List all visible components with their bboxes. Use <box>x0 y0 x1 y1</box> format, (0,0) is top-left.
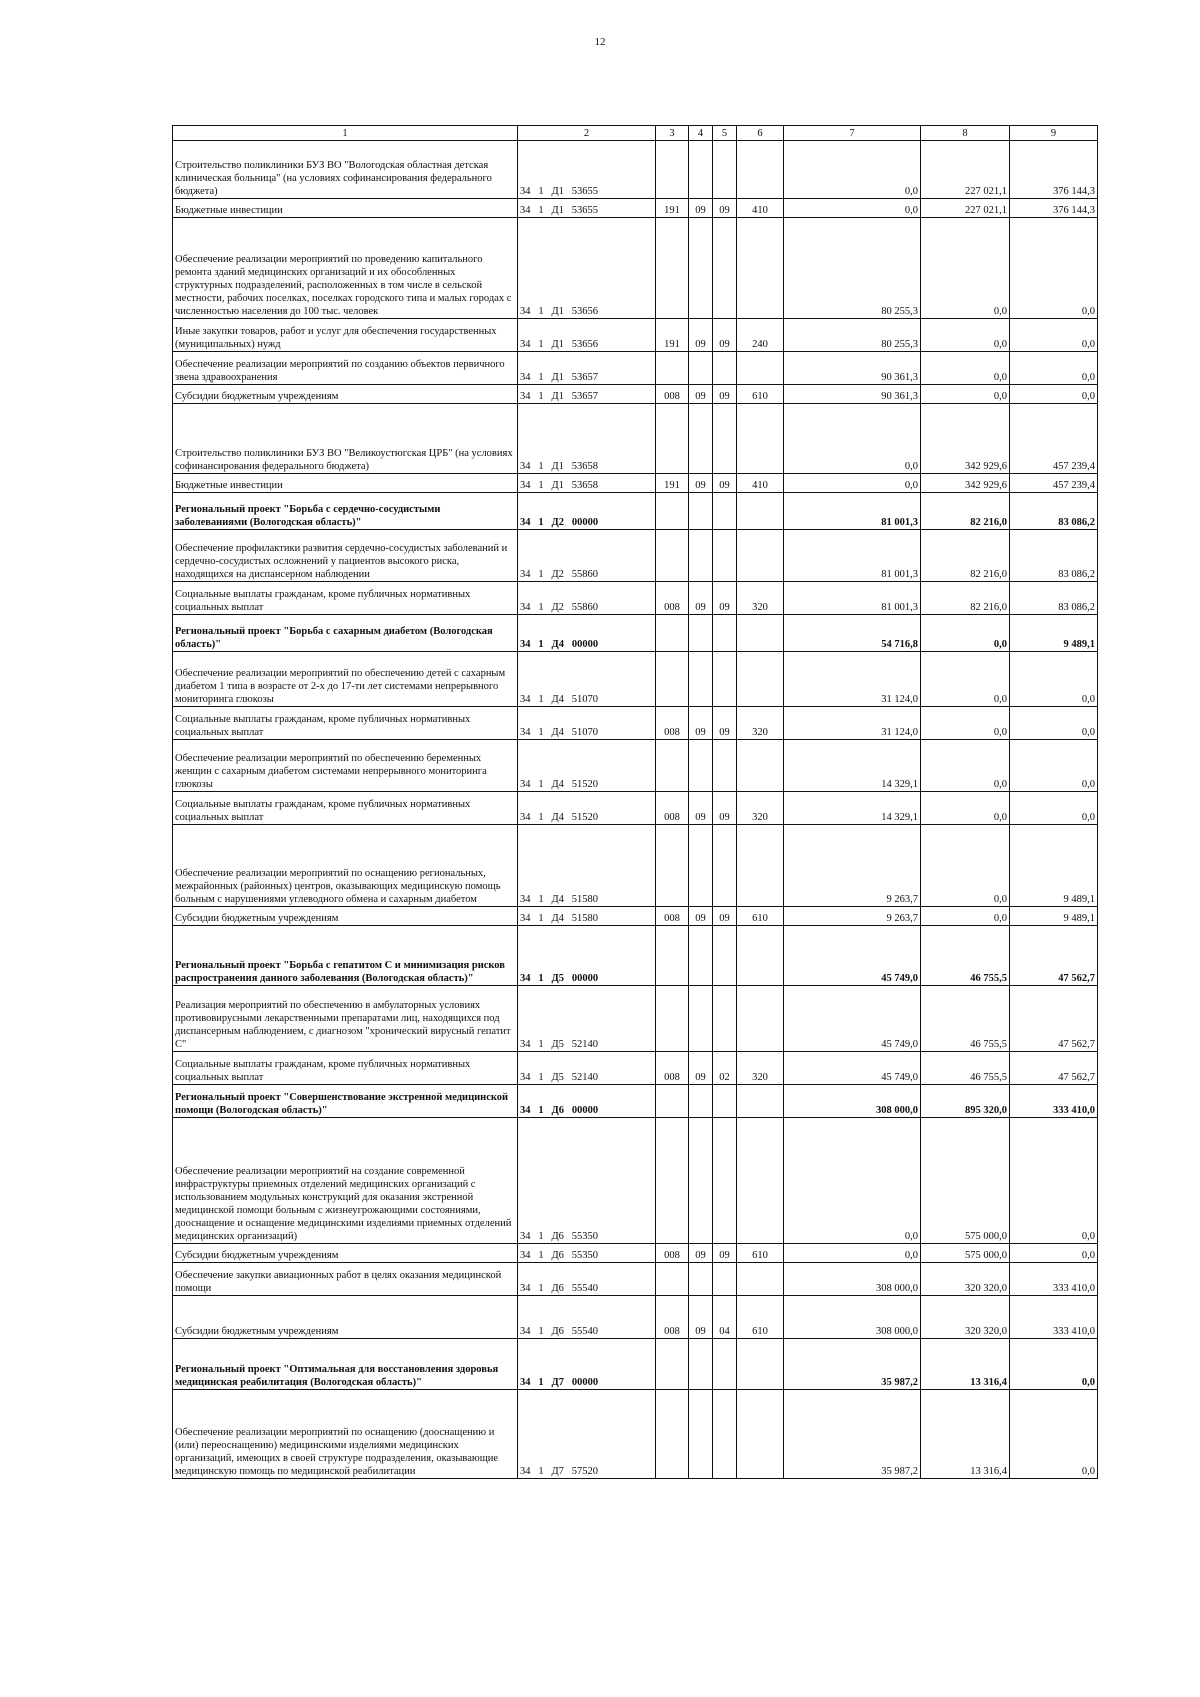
table-row <box>173 199 1098 218</box>
row-col5 <box>713 218 737 319</box>
row-col6 <box>737 986 784 1052</box>
row-col8-amount: 0,0 <box>921 907 1010 926</box>
budget-table <box>172 125 1098 1479</box>
row-col5 <box>713 615 737 652</box>
row-description: Обеспечение закупки авиационных работ в целях оказания медицинской помощи <box>173 1263 518 1296</box>
row-col6 <box>737 1118 784 1244</box>
row-col6 <box>737 825 784 907</box>
row-col8-amount: 82 216,0 <box>921 582 1010 615</box>
row-code: 34 1 Д6 55350 <box>518 1244 656 1263</box>
row-col6: 320 <box>737 707 784 740</box>
row-col7-amount: 45 749,0 <box>784 926 921 986</box>
row-col4: 09 <box>689 319 713 352</box>
row-col3: 008 <box>656 582 689 615</box>
row-col7-amount: 90 361,3 <box>784 385 921 404</box>
row-col3: 191 <box>656 474 689 493</box>
row-col5 <box>713 652 737 707</box>
row-description: Обеспечение реализации мероприятий на создание современной инфраструктуры приемных отделений медицинских организаций с использованием модульных конструкций для оказания экстренной медицинской помощи больным с жизнеугрожающими состояниями, дооснащение и оснащение медицинскими изделиями приемных отделений медицинских организаций) <box>173 1118 518 1244</box>
row-col7-amount: 35 987,2 <box>784 1390 921 1479</box>
row-col6 <box>737 1263 784 1296</box>
row-col4 <box>689 1118 713 1244</box>
row-col8-amount: 575 000,0 <box>921 1118 1010 1244</box>
row-col4 <box>689 352 713 385</box>
row-col9-amount: 376 144,3 <box>1010 199 1098 218</box>
row-code: 34 1 Д1 53658 <box>518 404 656 474</box>
row-description: Реализация мероприятий по обеспечению в амбулаторных условиях противовирусными лекарственными препаратами лиц, находящихся под диспансерным наблюдением, с диагнозом "хронический вирусный гепатит С" <box>173 986 518 1052</box>
row-col5: 09 <box>713 792 737 825</box>
row-col9-amount: 457 239,4 <box>1010 404 1098 474</box>
row-col5 <box>713 825 737 907</box>
row-col4 <box>689 404 713 474</box>
row-col6 <box>737 740 784 792</box>
row-col5 <box>713 141 737 199</box>
page-number: 12 <box>594 36 606 48</box>
row-col8-amount: 46 755,5 <box>921 1052 1010 1085</box>
row-description: Строительство поликлиники БУЗ ВО "Вологодская областная детская клиническая больница" (на условиях софинансирования федерального бюджета) <box>173 141 518 199</box>
row-col5 <box>713 1263 737 1296</box>
row-col7-amount: 14 329,1 <box>784 792 921 825</box>
row-col8-amount: 0,0 <box>921 218 1010 319</box>
row-col9-amount: 0,0 <box>1010 218 1098 319</box>
row-col5 <box>713 1339 737 1390</box>
table-row <box>173 474 1098 493</box>
row-col3 <box>656 825 689 907</box>
row-col3 <box>656 615 689 652</box>
row-col5: 09 <box>713 319 737 352</box>
row-col4 <box>689 740 713 792</box>
row-col9-amount: 0,0 <box>1010 707 1098 740</box>
row-col4: 09 <box>689 1296 713 1339</box>
row-col9-amount: 0,0 <box>1010 352 1098 385</box>
row-col6 <box>737 926 784 986</box>
row-col7-amount: 0,0 <box>784 199 921 218</box>
row-col6: 320 <box>737 582 784 615</box>
row-code: 34 1 Д4 51520 <box>518 740 656 792</box>
row-description: Бюджетные инвестиции <box>173 199 518 218</box>
row-col5: 04 <box>713 1296 737 1339</box>
row-col8-amount: 342 929,6 <box>921 404 1010 474</box>
row-col3 <box>656 1390 689 1479</box>
row-col3 <box>656 493 689 530</box>
row-col9-amount: 9 489,1 <box>1010 615 1098 652</box>
row-code: 34 1 Д6 55350 <box>518 1118 656 1244</box>
row-code: 34 1 Д4 51520 <box>518 792 656 825</box>
row-description: Обеспечение реализации мероприятий по обеспечению детей с сахарным диабетом 1 типа в возрасте от 2-х до 17-ти лет системами непрерывного мониторинга глюкозы <box>173 652 518 707</box>
row-col7-amount: 14 329,1 <box>784 740 921 792</box>
row-col8-amount: 13 316,4 <box>921 1339 1010 1390</box>
row-code: 34 1 Д4 51580 <box>518 907 656 926</box>
row-col6: 410 <box>737 474 784 493</box>
row-col7-amount: 0,0 <box>784 474 921 493</box>
table-body <box>173 141 1098 1479</box>
row-col5 <box>713 352 737 385</box>
row-col6 <box>737 493 784 530</box>
row-col7-amount: 308 000,0 <box>784 1263 921 1296</box>
row-code: 34 1 Д6 55540 <box>518 1296 656 1339</box>
row-code: 34 1 Д1 53656 <box>518 319 656 352</box>
row-col9-amount: 47 562,7 <box>1010 926 1098 986</box>
row-col6: 320 <box>737 1052 784 1085</box>
row-col7-amount: 31 124,0 <box>784 652 921 707</box>
row-description: Обеспечение профилактики развития сердечно-сосудистых заболеваний и сердечно-сосудистых осложнений у пациентов высокого риска, находящихся на диспансерном наблюдении <box>173 530 518 582</box>
row-col4: 09 <box>689 1052 713 1085</box>
row-col5: 09 <box>713 385 737 404</box>
row-col6 <box>737 141 784 199</box>
row-col4 <box>689 825 713 907</box>
row-col9-amount: 333 410,0 <box>1010 1085 1098 1118</box>
row-col3 <box>656 652 689 707</box>
row-col7-amount: 0,0 <box>784 141 921 199</box>
row-col4 <box>689 1085 713 1118</box>
row-col4: 09 <box>689 907 713 926</box>
row-description: Социальные выплаты гражданам, кроме публичных нормативных социальных выплат <box>173 792 518 825</box>
row-col4: 09 <box>689 707 713 740</box>
row-col6 <box>737 404 784 474</box>
row-col5: 09 <box>713 1244 737 1263</box>
row-col7-amount: 80 255,3 <box>784 319 921 352</box>
row-col8-amount: 227 021,1 <box>921 141 1010 199</box>
table-row <box>173 582 1098 615</box>
row-col6: 610 <box>737 907 784 926</box>
row-description: Иные закупки товаров, работ и услуг для обеспечения государственных (муниципальных) нужд <box>173 319 518 352</box>
row-col8-amount: 227 021,1 <box>921 199 1010 218</box>
row-col3 <box>656 1118 689 1244</box>
row-col9-amount: 0,0 <box>1010 1339 1098 1390</box>
table-row <box>173 493 1098 530</box>
row-col3: 008 <box>656 792 689 825</box>
table-row <box>173 1085 1098 1118</box>
row-col8-amount: 13 316,4 <box>921 1390 1010 1479</box>
row-col4 <box>689 530 713 582</box>
row-code: 34 1 Д4 51070 <box>518 707 656 740</box>
row-code: 34 1 Д1 53656 <box>518 218 656 319</box>
row-col3 <box>656 986 689 1052</box>
table-row <box>173 385 1098 404</box>
row-col7-amount: 0,0 <box>784 1244 921 1263</box>
row-col7-amount: 308 000,0 <box>784 1296 921 1339</box>
row-col7-amount: 54 716,8 <box>784 615 921 652</box>
row-col8-amount: 342 929,6 <box>921 474 1010 493</box>
row-col8-amount: 46 755,5 <box>921 926 1010 986</box>
table-row <box>173 825 1098 907</box>
row-description: Региональный проект "Борьба с сахарным диабетом (Вологодская область)" <box>173 615 518 652</box>
row-col9-amount: 9 489,1 <box>1010 825 1098 907</box>
row-col4 <box>689 141 713 199</box>
row-col5: 02 <box>713 1052 737 1085</box>
table-row <box>173 986 1098 1052</box>
row-col5 <box>713 493 737 530</box>
row-code: 34 1 Д1 53658 <box>518 474 656 493</box>
row-col8-amount: 82 216,0 <box>921 493 1010 530</box>
row-col3 <box>656 926 689 986</box>
row-col4 <box>689 493 713 530</box>
row-col5: 09 <box>713 907 737 926</box>
row-col8-amount: 0,0 <box>921 707 1010 740</box>
row-code: 34 1 Д7 57520 <box>518 1390 656 1479</box>
row-code: 34 1 Д5 52140 <box>518 986 656 1052</box>
table-row <box>173 1052 1098 1085</box>
row-col4: 09 <box>689 1244 713 1263</box>
row-col8-amount: 46 755,5 <box>921 986 1010 1052</box>
row-col6: 410 <box>737 199 784 218</box>
row-col7-amount: 80 255,3 <box>784 218 921 319</box>
row-col9-amount: 376 144,3 <box>1010 141 1098 199</box>
row-description: Региональный проект "Борьба с сердечно-сосудистыми заболеваниями (Вологодская область)" <box>173 493 518 530</box>
table-row <box>173 926 1098 986</box>
header-cell: 7 <box>784 126 921 141</box>
row-col8-amount: 575 000,0 <box>921 1244 1010 1263</box>
row-code: 34 1 Д4 00000 <box>518 615 656 652</box>
row-col7-amount: 81 001,3 <box>784 582 921 615</box>
row-code: 34 1 Д2 00000 <box>518 493 656 530</box>
row-code: 34 1 Д6 55540 <box>518 1263 656 1296</box>
row-code: 34 1 Д1 53655 <box>518 199 656 218</box>
row-col9-amount: 47 562,7 <box>1010 1052 1098 1085</box>
row-col8-amount: 895 320,0 <box>921 1085 1010 1118</box>
row-code: 34 1 Д5 52140 <box>518 1052 656 1085</box>
row-col3 <box>656 352 689 385</box>
table-row <box>173 792 1098 825</box>
row-description: Субсидии бюджетным учреждениям <box>173 385 518 404</box>
row-code: 34 1 Д1 53657 <box>518 352 656 385</box>
row-code: 34 1 Д1 53655 <box>518 141 656 199</box>
table-row <box>173 1263 1098 1296</box>
row-col4 <box>689 1263 713 1296</box>
row-col4: 09 <box>689 582 713 615</box>
row-col7-amount: 0,0 <box>784 404 921 474</box>
row-col6 <box>737 615 784 652</box>
table-row <box>173 1118 1098 1244</box>
table-row <box>173 404 1098 474</box>
row-col7-amount: 81 001,3 <box>784 493 921 530</box>
row-col3 <box>656 740 689 792</box>
row-col6: 610 <box>737 1244 784 1263</box>
row-col3: 191 <box>656 199 689 218</box>
row-code: 34 1 Д4 51580 <box>518 825 656 907</box>
row-col5: 09 <box>713 199 737 218</box>
row-col6 <box>737 652 784 707</box>
row-col5 <box>713 740 737 792</box>
table-row <box>173 652 1098 707</box>
row-col8-amount: 320 320,0 <box>921 1263 1010 1296</box>
row-description: Социальные выплаты гражданам, кроме публичных нормативных социальных выплат <box>173 582 518 615</box>
row-col8-amount: 0,0 <box>921 319 1010 352</box>
row-col9-amount: 333 410,0 <box>1010 1296 1098 1339</box>
row-col9-amount: 9 489,1 <box>1010 907 1098 926</box>
row-code: 34 1 Д1 53657 <box>518 385 656 404</box>
row-col6 <box>737 1085 784 1118</box>
row-col3 <box>656 218 689 319</box>
row-col3: 191 <box>656 319 689 352</box>
table-row <box>173 352 1098 385</box>
row-col5 <box>713 530 737 582</box>
row-description: Социальные выплаты гражданам, кроме публичных нормативных социальных выплат <box>173 1052 518 1085</box>
row-col9-amount: 47 562,7 <box>1010 986 1098 1052</box>
row-col9-amount: 0,0 <box>1010 792 1098 825</box>
row-col4 <box>689 986 713 1052</box>
row-col3: 008 <box>656 707 689 740</box>
row-description: Социальные выплаты гражданам, кроме публичных нормативных социальных выплат <box>173 707 518 740</box>
row-col9-amount: 0,0 <box>1010 652 1098 707</box>
row-description: Обеспечение реализации мероприятий по обеспечению беременных женщин с сахарным диабетом системами непрерывного мониторинга глюкозы <box>173 740 518 792</box>
row-col6 <box>737 530 784 582</box>
row-col3 <box>656 1085 689 1118</box>
row-col6: 320 <box>737 792 784 825</box>
row-description: Региональный проект "Оптимальная для восстановления здоровья медицинская реабилитация (Вологодская область)" <box>173 1339 518 1390</box>
row-code: 34 1 Д2 55860 <box>518 582 656 615</box>
row-col9-amount: 0,0 <box>1010 385 1098 404</box>
header-cell: 9 <box>1010 126 1098 141</box>
row-col6 <box>737 1390 784 1479</box>
header-cell: 3 <box>656 126 689 141</box>
row-description: Субсидии бюджетным учреждениям <box>173 907 518 926</box>
row-col6: 610 <box>737 385 784 404</box>
row-col4: 09 <box>689 385 713 404</box>
row-col5 <box>713 926 737 986</box>
row-col3: 008 <box>656 1244 689 1263</box>
header-cell: 1 <box>173 126 518 141</box>
table-row <box>173 319 1098 352</box>
table-row <box>173 740 1098 792</box>
row-col7-amount: 31 124,0 <box>784 707 921 740</box>
row-col9-amount: 83 086,2 <box>1010 493 1098 530</box>
row-col8-amount: 0,0 <box>921 615 1010 652</box>
row-col5 <box>713 404 737 474</box>
row-col8-amount: 320 320,0 <box>921 1296 1010 1339</box>
row-col8-amount: 0,0 <box>921 385 1010 404</box>
header-row <box>173 126 1098 141</box>
row-description: Субсидии бюджетным учреждениям <box>173 1244 518 1263</box>
row-col9-amount: 333 410,0 <box>1010 1263 1098 1296</box>
table-row <box>173 907 1098 926</box>
row-description: Обеспечение реализации мероприятий по проведению капитального ремонта зданий медицинских организаций и их обособленных структурных подразделений, расположенных в том числе в сельской местности, рабочих поселках, поселках городского типа и малых городах с численностью населения до 100 тыс. человек <box>173 218 518 319</box>
header-cell: 8 <box>921 126 1010 141</box>
table-row <box>173 1296 1098 1339</box>
table-row <box>173 530 1098 582</box>
row-col8-amount: 0,0 <box>921 740 1010 792</box>
row-col5 <box>713 986 737 1052</box>
row-description: Обеспечение реализации мероприятий по оснащению (дооснащению и (или) переоснащению) медицинскими изделиями медицинских организаций, имеющих в своей структуре подразделения, оказывающие медицинскую помощь по медицинской реабилитации <box>173 1390 518 1479</box>
row-description: Субсидии бюджетным учреждениям <box>173 1296 518 1339</box>
row-col6: 240 <box>737 319 784 352</box>
table-row <box>173 1390 1098 1479</box>
header-cell: 6 <box>737 126 784 141</box>
row-description: Региональный проект "Совершенствование экстренной медицинской помощи (Вологодская область)" <box>173 1085 518 1118</box>
header-cell: 5 <box>713 126 737 141</box>
row-col8-amount: 0,0 <box>921 792 1010 825</box>
row-col3: 008 <box>656 385 689 404</box>
row-col5: 09 <box>713 707 737 740</box>
row-col4 <box>689 1339 713 1390</box>
table-row <box>173 218 1098 319</box>
row-col9-amount: 83 086,2 <box>1010 530 1098 582</box>
row-description: Обеспечение реализации мероприятий по созданию объектов первичного звена здравоохранения <box>173 352 518 385</box>
row-col6 <box>737 218 784 319</box>
row-col7-amount: 81 001,3 <box>784 530 921 582</box>
row-col3 <box>656 404 689 474</box>
table-row <box>173 707 1098 740</box>
row-col7-amount: 9 263,7 <box>784 825 921 907</box>
row-col5 <box>713 1118 737 1244</box>
row-code: 34 1 Д5 00000 <box>518 926 656 986</box>
row-col9-amount: 0,0 <box>1010 1118 1098 1244</box>
row-col7-amount: 90 361,3 <box>784 352 921 385</box>
row-col8-amount: 82 216,0 <box>921 530 1010 582</box>
row-description: Бюджетные инвестиции <box>173 474 518 493</box>
row-col4: 09 <box>689 474 713 493</box>
row-col4 <box>689 926 713 986</box>
row-col3 <box>656 530 689 582</box>
row-col3: 008 <box>656 907 689 926</box>
row-col5: 09 <box>713 474 737 493</box>
row-col8-amount: 0,0 <box>921 652 1010 707</box>
row-col6 <box>737 1339 784 1390</box>
row-col4: 09 <box>689 792 713 825</box>
row-col4 <box>689 615 713 652</box>
table-row <box>173 615 1098 652</box>
row-col4 <box>689 1390 713 1479</box>
row-col3: 008 <box>656 1296 689 1339</box>
row-col6: 610 <box>737 1296 784 1339</box>
row-col5: 09 <box>713 582 737 615</box>
row-col9-amount: 83 086,2 <box>1010 582 1098 615</box>
row-code: 34 1 Д2 55860 <box>518 530 656 582</box>
row-col9-amount: 0,0 <box>1010 1244 1098 1263</box>
row-col9-amount: 0,0 <box>1010 740 1098 792</box>
row-col4: 09 <box>689 199 713 218</box>
row-col7-amount: 45 749,0 <box>784 986 921 1052</box>
row-col3 <box>656 1263 689 1296</box>
row-col3: 008 <box>656 1052 689 1085</box>
row-col7-amount: 0,0 <box>784 1118 921 1244</box>
table-row <box>173 1339 1098 1390</box>
row-code: 34 1 Д4 51070 <box>518 652 656 707</box>
row-description: Обеспечение реализации мероприятий по оснащению региональных, межрайонных (районных) центров, оказывающих медицинскую помощь больным с нарушениями углеводного обмена и сахарным диабетом <box>173 825 518 907</box>
row-col9-amount: 457 239,4 <box>1010 474 1098 493</box>
row-description: Строительство поликлиники БУЗ ВО "Великоустюгская ЦРБ" (на условиях софинансирования федерального бюджета) <box>173 404 518 474</box>
row-col4 <box>689 218 713 319</box>
row-col7-amount: 35 987,2 <box>784 1339 921 1390</box>
row-description: Региональный проект "Борьба с гепатитом С и минимизация рисков распространения данного заболевания (Вологодская область)" <box>173 926 518 986</box>
header-cell: 2 <box>518 126 656 141</box>
row-col6 <box>737 352 784 385</box>
row-col4 <box>689 652 713 707</box>
header-cell: 4 <box>689 126 713 141</box>
table-row <box>173 141 1098 199</box>
row-col3 <box>656 1339 689 1390</box>
row-col8-amount: 0,0 <box>921 352 1010 385</box>
row-col3 <box>656 141 689 199</box>
row-col7-amount: 9 263,7 <box>784 907 921 926</box>
row-col7-amount: 45 749,0 <box>784 1052 921 1085</box>
row-col9-amount: 0,0 <box>1010 319 1098 352</box>
row-code: 34 1 Д6 00000 <box>518 1085 656 1118</box>
row-code: 34 1 Д7 00000 <box>518 1339 656 1390</box>
row-col8-amount: 0,0 <box>921 825 1010 907</box>
row-col7-amount: 308 000,0 <box>784 1085 921 1118</box>
row-col5 <box>713 1085 737 1118</box>
row-col9-amount: 0,0 <box>1010 1390 1098 1479</box>
table-row <box>173 1244 1098 1263</box>
row-col5 <box>713 1390 737 1479</box>
